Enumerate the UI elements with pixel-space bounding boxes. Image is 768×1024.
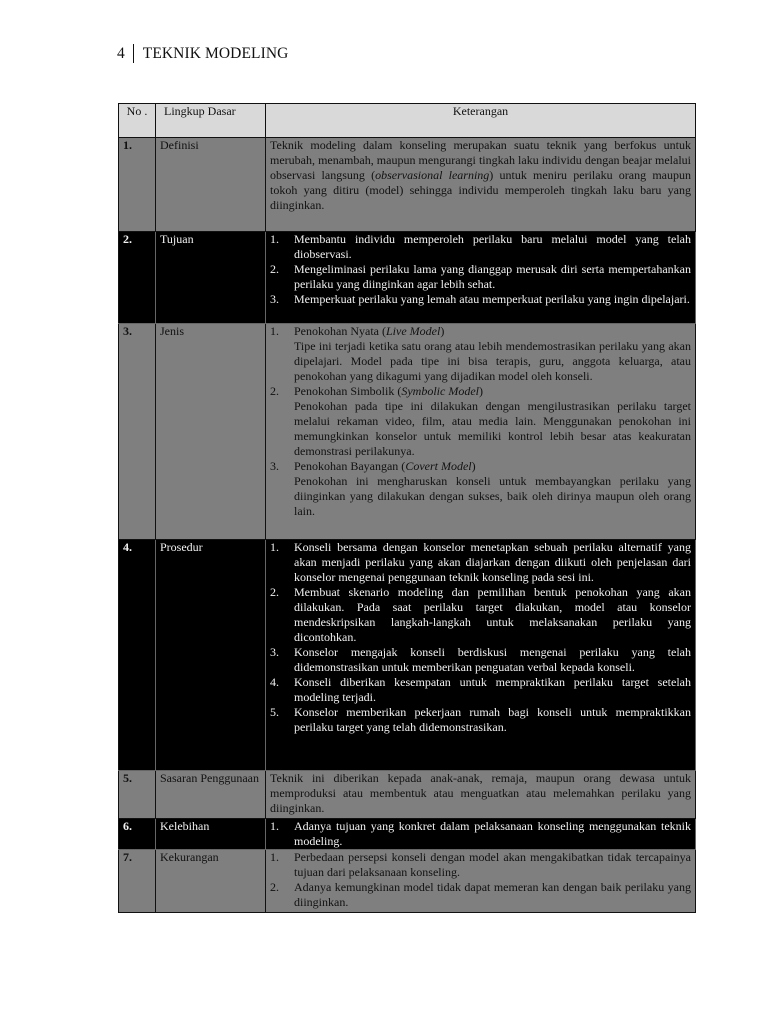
list-item: 1. Penokohan Nyata (Live Model) Tipe ini terjadi ketika satu orang atau lebih mendemostrasikan perilaku yang akan dipelajari. Model pada tipe ini bisa terapis, guru, anggota keluarga, atau penokohan yang dikagumi yang dijadikan model oleh konseli.	[270, 324, 691, 383]
row-label: Sasaran Penggunaan	[156, 771, 266, 819]
list-item: 1. Membantu individu memperoleh perilaku baru melalui model yang telah diobservasi.	[270, 232, 691, 261]
row-label: Tujuan	[156, 232, 266, 324]
row-label: Prosedur	[156, 540, 266, 771]
column-header-no: No .	[119, 104, 156, 138]
page-header	[117, 44, 288, 63]
table-row	[119, 771, 696, 819]
row-description	[266, 850, 696, 913]
list-item: 2. Penokohan Simbolik (Symbolic Model) Penokohan pada tipe ini dilakukan dengan mengilustrasikan perilaku target melalui rekaman video, film, atau media lain. Menggunakan penokohan ini memungkinkan konselor untuk memiliki kontrol lebih besar atas keakuratan demonstrasi perilakunya.	[270, 384, 691, 458]
modeling-table	[118, 103, 696, 913]
row-number: 3.	[119, 324, 156, 540]
table-row	[119, 232, 696, 324]
column-header-keterangan: Keterangan	[266, 104, 696, 138]
table-header-row	[119, 104, 696, 138]
table-row	[119, 540, 696, 771]
row-description	[266, 324, 696, 540]
list-item: 2. Adanya kemungkinan model tidak dapat memeran kan dengan baik perilaku yang diinginkan.	[270, 880, 691, 909]
column-header-lingkup: Lingkup Dasar	[156, 104, 266, 138]
list-item: 3. Konselor mengajak konseli berdiskusi mengenai perilaku yang telah didemonstrasikan untuk memberikan penguatan verbal kepada konseli.	[270, 645, 691, 674]
list-item: 3. Memperkuat perilaku yang lemah atau memperkuat perilaku yang ingin dipelajari.	[270, 292, 690, 306]
header-divider	[133, 44, 134, 63]
page-number: 4	[117, 44, 125, 62]
row-label: Definisi	[156, 138, 266, 232]
list-item: 4. Konseli diberikan kesempatan untuk mempraktikan perilaku target setelah modeling terjadi.	[270, 675, 691, 704]
chapter-title: TEKNIK MODELING	[142, 44, 289, 62]
row-description	[266, 232, 696, 324]
list-item: 5. Konselor memberikan pekerjaan rumah bagi konseli untuk mempraktikkan perilaku target yang telah didemonstrasikan.	[270, 705, 691, 734]
table-row	[119, 819, 696, 850]
row-number: 5.	[119, 771, 156, 819]
row-label: Jenis	[156, 324, 266, 540]
row-description	[266, 819, 696, 850]
row-number: 1.	[119, 138, 156, 232]
row-number: 4.	[119, 540, 156, 771]
row-number: 7.	[119, 850, 156, 913]
list-item: 1. Perbedaan persepsi konseli dengan model akan mengakibatkan tidak tercapainya tujuan dari pelaksanaan konseling.	[270, 850, 691, 879]
list-item: 1. Adanya tujuan yang konkret dalam pelaksanaan konseling menggunakan teknik modeling.	[270, 819, 691, 848]
list-item: 1. Konseli bersama dengan konselor menetapkan sebuah perilaku alternatif yang akan menjadi perilaku yang akan diajarkan dengan diikuti oleh penjelasan dari konselor mengenai penggunaan teknik konseling pada sesi ini.	[270, 540, 691, 584]
table-row	[119, 850, 696, 913]
list-item: 2. Mengeliminasi perilaku lama yang dianggap merusak diri serta mempertahankan perilaku yang diinginkan agar lebih sehat.	[270, 262, 691, 291]
table-row	[119, 324, 696, 540]
row-description: Teknik ini diberikan kepada anak-anak, remaja, maupun orang dewasa untuk memproduksi atau membentuk atau menguatkan atau melemahkan perilaku yang diinginkan.	[266, 771, 696, 819]
row-number: 6.	[119, 819, 156, 850]
row-description: Teknik modeling dalam konseling merupakan suatu teknik yang berfokus untuk merubah, menambah, maupun mengurangi tingkah laku individu dengan beajar melalui observasi langsung (observasional learning) untuk meniru perilaku orang maupun tokoh yang ditiru (model) sehingga individu memperoleh tingkah laku baru yang diinginkan.	[266, 138, 696, 232]
table-row	[119, 138, 696, 232]
list-item: 2. Membuat skenario modeling dan pemilihan bentuk penokohan yang akan dilakukan. Pada saat perilaku target diakukan, model atau konselor mendeskripsikan langkah-langkah untuk melaksanakan perilaku yang dicontohkan.	[270, 585, 691, 644]
row-label: Kelebihan	[156, 819, 266, 850]
row-label: Kekurangan	[156, 850, 266, 913]
list-item: 3. Penokohan Bayangan (Covert Model) Penokohan ini mengharuskan konseli untuk membayangkan perilaku yang diinginkan yang dilakukan dengan sukses, baik oleh dirinya maupun oleh orang lain.	[270, 459, 691, 518]
row-number: 2.	[119, 232, 156, 324]
row-description	[266, 540, 696, 771]
